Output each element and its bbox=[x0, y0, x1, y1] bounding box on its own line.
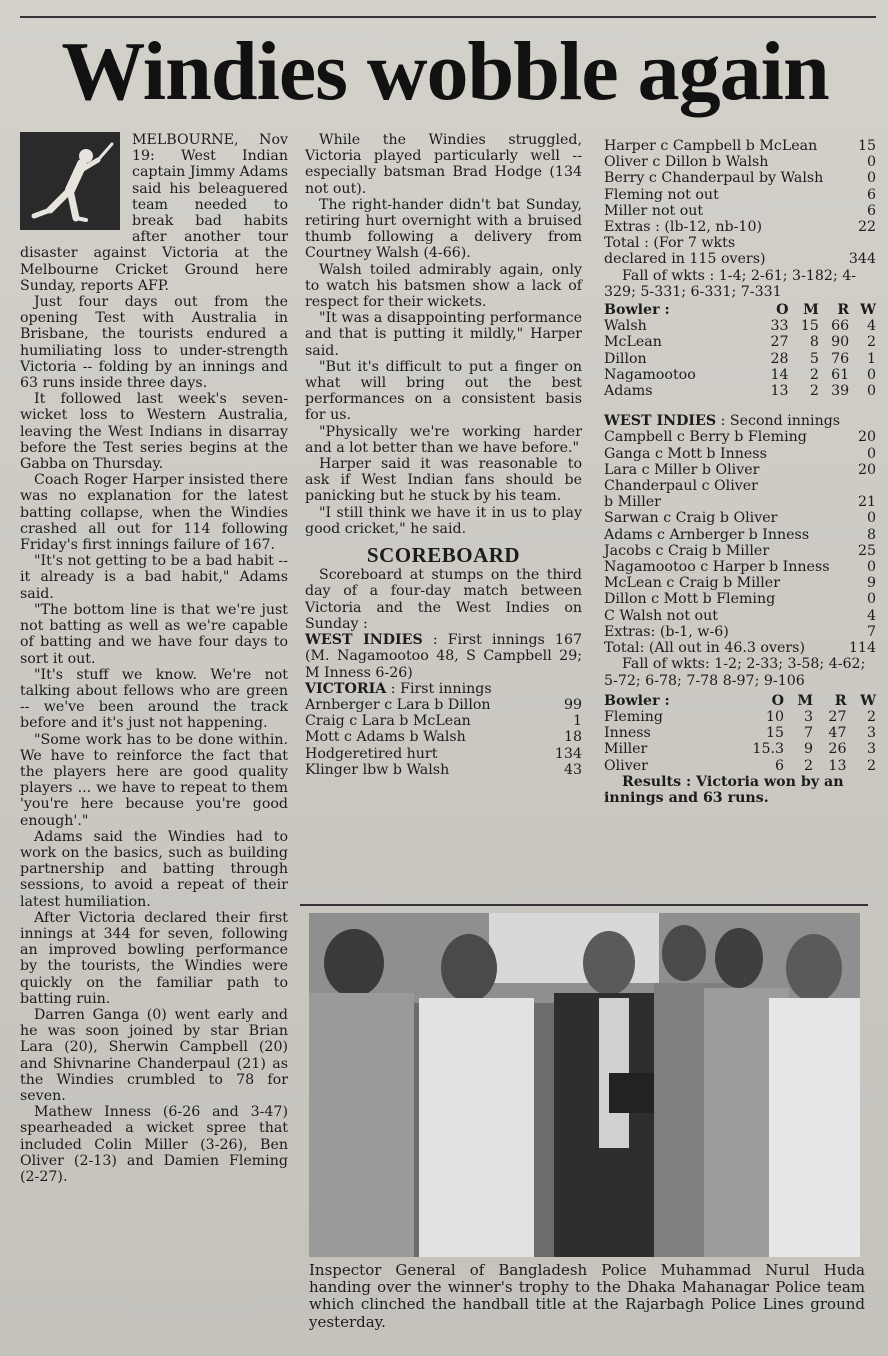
runs: 76 bbox=[831, 350, 850, 367]
article-paragraph: While the Windies struggled, Victoria played particularly well -- especially batsman Brad Hodge (134 not out). bbox=[305, 132, 582, 197]
batting-row bbox=[604, 170, 876, 186]
bowler: Inness bbox=[604, 725, 651, 742]
scoreboard-title: SCOREBOARD bbox=[366, 543, 521, 568]
bowling-header-row bbox=[604, 693, 876, 709]
runs: 66 bbox=[831, 318, 850, 335]
vic-first-innings bbox=[305, 681, 582, 697]
header-maidens: M bbox=[803, 302, 819, 319]
runs: 0 bbox=[866, 170, 876, 187]
maidens: 8 bbox=[809, 334, 819, 351]
batsman: Hodgeretired hurt bbox=[305, 745, 438, 762]
innings-summary: : First innings 167 (M. Nagamootoo 48, S Campbell 29; M Inness 6-26) bbox=[305, 632, 582, 681]
runs: 47 bbox=[828, 725, 847, 742]
runs: 27 bbox=[828, 708, 847, 725]
batting-row bbox=[604, 527, 876, 543]
batting-row bbox=[604, 608, 876, 624]
wi-batting-list bbox=[604, 429, 876, 656]
wickets: 0 bbox=[866, 366, 876, 383]
maidens: 9 bbox=[804, 741, 814, 758]
trophy-presentation-photo bbox=[309, 913, 860, 1257]
bowling-row bbox=[604, 367, 876, 383]
bowler: Walsh bbox=[604, 318, 647, 335]
runs: 7 bbox=[866, 623, 876, 640]
total-text: Total: (All out in 46.3 overs) bbox=[604, 640, 805, 657]
bowler: Nagamootoo bbox=[604, 366, 696, 383]
bowling-row bbox=[604, 758, 876, 774]
batsman-line: Chanderpaul c Oliver bbox=[604, 478, 758, 495]
runs: 18 bbox=[563, 729, 582, 746]
photo-rule bbox=[300, 904, 868, 906]
runs: 15 bbox=[857, 138, 876, 154]
bowler: McLean bbox=[604, 334, 662, 351]
total-row bbox=[604, 251, 876, 267]
article-paragraph: The right-hander didn't bat Sunday, retiring hurt overnight with a bruised thumb following a delivery from Courtney Walsh (4-66). bbox=[305, 196, 582, 262]
runs: 0 bbox=[866, 559, 876, 576]
batting-row bbox=[604, 494, 876, 510]
maidens: 7 bbox=[804, 725, 814, 742]
bowling-row bbox=[604, 709, 876, 725]
runs: 20 bbox=[857, 461, 876, 478]
wickets: 0 bbox=[866, 383, 876, 400]
article-paragraph: MELBOURNE, Nov 19: West Indian captain Jimmy Adams said his beleaguered team needed to break bad habits after another tour disaster against Victoria at the Melbourne Cricket Ground here Sunday, reports AFP. bbox=[20, 132, 289, 294]
article-paragraph: Walsh toiled admirably again, only to watch his batsmen show a lack of respect for their wickets. bbox=[305, 261, 582, 311]
overs: 15.3 bbox=[752, 741, 785, 758]
batsman: Harper c Campbell b McLean bbox=[604, 138, 818, 154]
runs: 13 bbox=[828, 757, 847, 774]
article-paragraph: "The bottom line is that we're just not batting as well as we're capable of batting and we have four days to sort it out. bbox=[20, 601, 288, 667]
bowling-row bbox=[604, 725, 876, 741]
article-paragraph: After Victoria declared their first innings at 344 for seven, following an improved bowling performance by the tourists, the Windies were quickly on the familiar path to batting ruin. bbox=[20, 909, 288, 1007]
bowler: Miller bbox=[604, 741, 648, 758]
total-line: Total : (For 7 wkts bbox=[604, 235, 736, 252]
fall-of-wickets: Fall of wkts: 1-2; 2-33; 3-58; 4-62; 5-72; 6-78; 7-78 8-97; 9-106 bbox=[604, 656, 866, 689]
wickets: 2 bbox=[866, 757, 876, 774]
total-runs: 344 bbox=[848, 251, 876, 268]
runs: 0 bbox=[866, 154, 876, 171]
batting-row bbox=[604, 462, 876, 478]
article-paragraph: Adams said the Windies had to work on the basics, such as building partnership and batting through sessions, to avoid a repeat of their latest humiliation. bbox=[20, 828, 288, 910]
batsman: Oliver c Dillon b Walsh bbox=[604, 154, 769, 171]
runs: 20 bbox=[857, 429, 876, 446]
wickets: 1 bbox=[866, 350, 876, 367]
runs: 134 bbox=[554, 745, 582, 762]
runs: 6 bbox=[866, 186, 876, 203]
wi-bowling-table bbox=[604, 302, 876, 399]
runs: 0 bbox=[866, 445, 876, 462]
batting-row bbox=[305, 697, 582, 713]
runs: 4 bbox=[866, 607, 876, 624]
runs: 6 bbox=[866, 202, 876, 219]
runs: 8 bbox=[866, 526, 876, 543]
team-label: WEST INDIES bbox=[305, 632, 423, 649]
maidens: 15 bbox=[800, 318, 819, 335]
article-column-2 bbox=[305, 132, 582, 778]
batting-row bbox=[604, 429, 876, 445]
wickets: 3 bbox=[866, 741, 876, 758]
batting-row bbox=[604, 154, 876, 170]
article-paragraph: Darren Ganga (0) went early and he was soon joined by star Brian Lara (20), Sherwin Campbell (20) and Shivnarine Chanderpaul (21) as the Windies crumbled to 78 for seven. bbox=[20, 1006, 288, 1104]
article-paragraph: Harper said it was reasonable to ask if West Indian fans should be panicking but he stuck by his team. bbox=[305, 456, 582, 505]
runs: 25 bbox=[857, 542, 876, 559]
headline: Windies wobble again bbox=[61, 25, 829, 118]
cricket-batsman-icon bbox=[20, 132, 120, 230]
bowler: Oliver bbox=[604, 757, 648, 774]
batsman: Lara c Miller b Oliver bbox=[604, 461, 760, 478]
batsman: C Walsh not out bbox=[604, 607, 718, 624]
total-row bbox=[604, 640, 876, 656]
article-paragraph: Just four days out from the opening Test with Australia in Brisbane, the tourists endured a humiliating loss to under-strength Victoria -- folding by an innings and 63 runs inside three days. bbox=[20, 294, 288, 392]
maidens: 3 bbox=[804, 708, 814, 725]
spacer bbox=[604, 399, 876, 413]
batting-row bbox=[305, 713, 582, 729]
total-runs: 114 bbox=[848, 640, 876, 657]
maidens: 2 bbox=[804, 757, 814, 774]
overs: 28 bbox=[770, 350, 789, 367]
bowling-row bbox=[604, 741, 876, 757]
batting-row bbox=[305, 729, 582, 745]
batting-row bbox=[604, 187, 876, 203]
vic-bowling-table bbox=[604, 693, 876, 774]
bowler: Fleming bbox=[604, 708, 663, 725]
runs: 1 bbox=[572, 713, 582, 730]
batting-row bbox=[604, 138, 876, 154]
batsman: Sarwan c Craig b Oliver bbox=[604, 510, 778, 527]
batting-row bbox=[305, 746, 582, 762]
header-bowler: Bowler : bbox=[604, 692, 670, 709]
batsman: Miller not out bbox=[604, 202, 704, 219]
article-paragraph: Coach Roger Harper insisted there was no explanation for the latest batting collapse, when the Windies crashed all out for 114 following Friday's first innings failure of 167. bbox=[20, 472, 288, 554]
bowling-row bbox=[604, 334, 876, 350]
vic-batting-list bbox=[305, 697, 582, 778]
header-bowler: Bowler : bbox=[604, 302, 670, 319]
header-overs: O bbox=[776, 302, 789, 319]
runs: 0 bbox=[866, 591, 876, 608]
article-paragraph: "It was a disappointing performance and that is putting it mildly," Harper said. bbox=[305, 310, 582, 359]
article-paragraph: Mathew Inness (6-26 and 3-47) spearheaded a wicket spree that included Colin Miller (3-26), Ben Oliver (2-13) and Damien Fleming (2-27). bbox=[20, 1104, 288, 1185]
header-runs: R bbox=[837, 302, 850, 319]
bowler: Dillon bbox=[604, 350, 647, 367]
batting-row bbox=[604, 219, 876, 235]
innings-summary: : First innings bbox=[386, 680, 492, 697]
batting-row bbox=[604, 203, 876, 219]
batsman: Arnberger c Lara b Dillon bbox=[305, 696, 491, 713]
overs: 33 bbox=[770, 318, 789, 335]
batsman: Mott c Adams b Walsh bbox=[305, 729, 466, 746]
batsman: Jacobs c Craig b Miller bbox=[604, 542, 770, 559]
bowling-row bbox=[604, 318, 876, 334]
batting-row bbox=[604, 575, 876, 591]
article-column-1 bbox=[20, 132, 288, 1185]
header-runs: R bbox=[834, 692, 847, 709]
batting-row bbox=[604, 446, 876, 462]
article-paragraph: "Some work has to be done within. We have to reinforce the fact that the players here are good quality players ... we have to repeat to them 'you're here because you're good enough'." bbox=[20, 731, 288, 829]
runs: 21 bbox=[857, 494, 876, 511]
overs: 27 bbox=[770, 334, 789, 351]
bowling-header-row bbox=[604, 302, 876, 318]
maidens: 2 bbox=[809, 366, 819, 383]
match-result: Results : Victoria won by an innings and 63 runs. bbox=[604, 773, 844, 806]
batsman: b Miller bbox=[604, 494, 661, 511]
overs: 15 bbox=[765, 725, 785, 742]
bowling-row bbox=[604, 383, 876, 399]
article-paragraph: "I still think we have it in us to play good cricket," he said. bbox=[305, 504, 582, 537]
batsman: Craig c Lara b McLean bbox=[305, 713, 471, 730]
vic-batting-list-continued bbox=[604, 138, 876, 268]
batting-row bbox=[604, 591, 876, 607]
header-wickets: W bbox=[860, 692, 876, 709]
batsman: Nagamootoo c Harper b Inness bbox=[604, 559, 830, 576]
article-paragraph: "It's not getting to be a bad habit -- it already is a bad habit," Adams said. bbox=[20, 553, 288, 602]
article-paragraph: It followed last week's seven-wicket loss to Western Australia, leaving the West Indians in disarray before the Test series begins at the Gabba on Thursday. bbox=[20, 391, 288, 473]
runs: 43 bbox=[563, 761, 582, 778]
bowler: Adams bbox=[604, 383, 653, 400]
team-label: WEST INDIES bbox=[604, 413, 717, 430]
batsman: Berry c Chanderpaul by Walsh bbox=[604, 170, 824, 187]
batsman: Ganga c Mott b Inness bbox=[604, 445, 767, 462]
wi-first-innings bbox=[305, 632, 582, 681]
fall-of-wickets: Fall of wkts : 1-4; 2-61; 3-182; 4-329; 5-331; 6-331; 7-331 bbox=[604, 267, 857, 300]
runs: 22 bbox=[857, 219, 876, 236]
scoreboard-column bbox=[604, 138, 876, 806]
wickets: 2 bbox=[866, 708, 876, 725]
photo-illustration bbox=[309, 913, 860, 1257]
batsman: Fleming not out bbox=[604, 186, 719, 203]
wickets: 3 bbox=[866, 725, 876, 742]
wickets: 2 bbox=[866, 334, 876, 351]
header-wickets: W bbox=[860, 302, 876, 319]
bowling-row bbox=[604, 351, 876, 367]
runs: 39 bbox=[831, 383, 850, 400]
batsman: Dillon c Mott b Fleming bbox=[604, 591, 776, 608]
wi-second-innings bbox=[604, 413, 876, 429]
batsman: Extras: (b-1, w-6) bbox=[604, 623, 729, 640]
runs: 90 bbox=[831, 334, 850, 351]
batting-row bbox=[604, 559, 876, 575]
overs: 13 bbox=[770, 383, 789, 400]
batsman: Adams c Arnberger b Inness bbox=[604, 526, 810, 543]
innings-summary: : Second innings bbox=[716, 413, 841, 430]
runs: 99 bbox=[563, 696, 582, 713]
runs: 0 bbox=[866, 510, 876, 527]
runs: 9 bbox=[866, 575, 876, 592]
overs: 6 bbox=[774, 757, 785, 774]
batting-row bbox=[604, 510, 876, 526]
batsman: Klinger lbw b Walsh bbox=[305, 761, 450, 778]
scoreboard-intro: Scoreboard at stumps on the third day of a four-day match between Victoria and the West Indies on Sunday : bbox=[305, 567, 582, 632]
maidens: 5 bbox=[809, 350, 819, 367]
article-paragraph: "But it's difficult to put a finger on what will bring out the best performances on a consistent basis for us. bbox=[305, 358, 582, 424]
batting-row bbox=[604, 543, 876, 559]
runs: 26 bbox=[828, 741, 847, 758]
top-rule bbox=[20, 16, 876, 18]
batting-row bbox=[305, 762, 582, 778]
article-paragraph: "It's stuff we know. We're not talking about fellows who are green -- we've been around the track before and it's just not happening. bbox=[20, 666, 288, 732]
overs: 14 bbox=[770, 366, 789, 383]
overs: 10 bbox=[765, 708, 785, 725]
batsman: McLean c Craig b Miller bbox=[604, 575, 780, 592]
team-label: VICTORIA bbox=[305, 680, 387, 697]
runs: 61 bbox=[831, 366, 850, 383]
header-overs: O bbox=[771, 692, 785, 709]
batsman: Extras : (lb-12, nb-10) bbox=[604, 219, 763, 236]
wickets: 4 bbox=[866, 318, 876, 335]
batsman: Campbell c Berry b Fleming bbox=[604, 429, 807, 446]
batting-row bbox=[604, 624, 876, 640]
maidens: 2 bbox=[809, 383, 819, 400]
total-text: declared in 115 overs) bbox=[604, 251, 766, 268]
photo-caption: Inspector General of Bangladesh Police Muhammad Nurul Huda handing over the winner's trophy to the Dhaka Mahanagar Police team which clinched the handball title at the Rajarbagh Police Lines ground yesterday. bbox=[309, 1261, 865, 1331]
header-maidens: M bbox=[797, 692, 814, 709]
article-paragraph: "Physically we're working harder and a lot better than we have before." bbox=[305, 423, 582, 456]
